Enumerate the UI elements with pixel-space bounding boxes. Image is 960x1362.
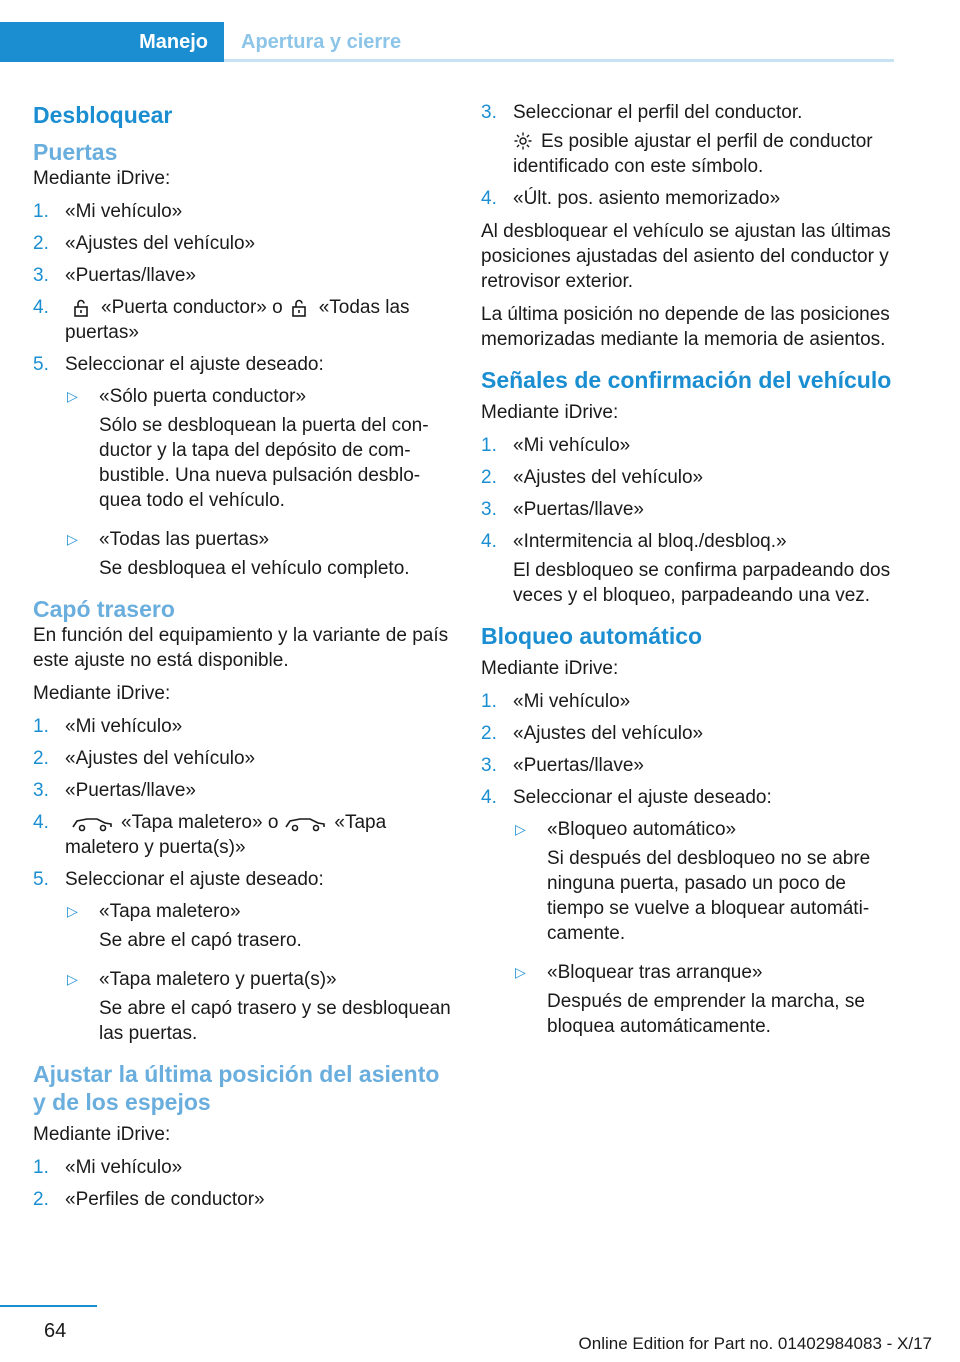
triangle-bullet-icon: ▷	[67, 388, 78, 404]
heading-bloqueo: Bloqueo automático	[481, 623, 703, 649]
ajustar-para-1: Al desbloquear el vehículo se ajustan las últimas posiciones ajustadas del asiento del conductor y retrovisor exterior.	[481, 221, 891, 292]
driver-profile-icon	[513, 131, 533, 151]
heading-ajustar: Ajustar la última posición del asiento y de los espejos	[33, 1061, 440, 1115]
heading-capo: Capó trasero	[33, 596, 175, 622]
list-item: 2. «Ajustes del vehículo»	[33, 233, 256, 254]
header-bar	[0, 22, 960, 62]
puertas-intro: Mediante iDrive:	[33, 168, 171, 189]
heading-desbloquear: Desbloquear	[33, 102, 173, 128]
list-item: 3. Seleccionar el perfil del conductor. Es posible ajustar el perfil de conductor identificado con este símbolo.	[481, 102, 873, 177]
list-item: 3. «Puertas/llave»	[33, 265, 196, 286]
list-item: 3. «Puertas/llave»	[481, 499, 644, 520]
triangle-bullet-icon: ▷	[67, 971, 78, 987]
option-item: ▷ «Sólo puerta conductor» Sólo se desbloquean la puerta del conductor y la tapa del depósito de combustible. Una nueva pulsación desbloquea todo el vehículo.	[67, 386, 429, 511]
puertas-steps	[33, 199, 453, 581]
option-item: ▷ «Tapa maletero y puerta(s)» Se abre el capó trasero y se desbloquean las puertas.	[67, 969, 451, 1044]
door-unlock-icon	[71, 299, 93, 317]
tab-apertura-label: Apertura y cierre	[241, 31, 402, 53]
list-item: 4. «Tapa maletero» o «Tapa maletero y puerta(s)»	[33, 812, 387, 858]
tab-manejo-label: Manejo	[139, 31, 208, 53]
heading-senales: Señales de confirmación del vehículo	[481, 367, 892, 393]
senales-intro: Mediante iDrive:	[481, 402, 619, 423]
option-item: ▷ «Todas las puertas» Se desbloquea el vehículo completo.	[67, 529, 410, 579]
puertas-options	[65, 384, 453, 581]
list-item: 1. «Mi vehículo»	[481, 435, 631, 456]
list-item: 1. «Mi vehículo»	[33, 1157, 183, 1178]
list-item: 1. «Mi vehículo»	[481, 691, 631, 712]
capo-steps	[33, 714, 453, 1046]
list-item: 3. «Puertas/llave»	[33, 780, 196, 801]
car-trunk-icon	[284, 814, 326, 832]
triangle-bullet-icon: ▷	[67, 903, 78, 919]
door-unlock-icon	[289, 299, 311, 317]
list-item: 2. «Ajustes del vehículo»	[481, 467, 704, 488]
list-item: 2. «Ajustes del vehículo»	[481, 723, 704, 744]
footer-rule	[0, 1305, 97, 1307]
ajustar-para-2: La última posición no depende de las posiciones memorizadas mediante la memoria de asientos.	[481, 304, 890, 350]
list-item: 3. «Puertas/llave»	[481, 755, 644, 776]
left-column	[33, 100, 453, 1220]
list-item: 1. «Mi vehículo»	[33, 716, 183, 737]
option-item: ▷ «Bloquear tras arranque» Después de emprender la marcha, se bloquea automáticamente.	[515, 962, 865, 1037]
capo-note: En función del equipamiento y la variante de país este ajuste no está disponible.	[33, 625, 449, 671]
triangle-bullet-icon: ▷	[515, 964, 526, 980]
list-item: 5. Seleccionar el ajuste deseado: ▷ «Tapa maletero» Se abre el capó trasero. ▷ «Tapa maletero y puerta(s)» Se abre el capó trasero y se desbloquean las puertas.	[33, 867, 453, 1046]
capo-options	[65, 899, 453, 1046]
senales-steps	[481, 433, 901, 608]
ajustar-steps-cont	[481, 100, 901, 211]
car-trunk-icon	[71, 814, 113, 832]
list-item: 5. Seleccionar el ajuste deseado: ▷ «Sólo puerta conductor» Sólo se desbloquean la puerta del conductor y la tapa del depósito de combustible. Una nueva pulsación desbloquea todo el vehículo. ▷ «Todas las puertas» Se desbloquea el vehículo completo.	[33, 352, 453, 581]
list-item: 4. «Intermitencia al bloq./desbloq.» El desbloqueo se confirma parpadeando dos veces y el bloqueo, parpadeando una vez.	[481, 531, 891, 606]
list-item: 4. «Puerta conductor» o «Todas las puertas»	[33, 297, 410, 343]
page-number: 64	[44, 1320, 67, 1342]
capo-intro: Mediante iDrive:	[33, 683, 171, 704]
list-item: 2. «Ajustes del vehículo»	[33, 748, 256, 769]
heading-puertas: Puertas	[33, 139, 118, 165]
tab-manejo[interactable]	[0, 22, 224, 62]
list-item: 2. «Perfiles de conductor»	[33, 1189, 265, 1210]
right-column	[481, 100, 901, 1053]
option-item: ▷ «Bloqueo automático» Si después del desbloqueo no se abre ninguna puerta, pasado un poco de tiempo se vuelve a bloquear automáticamente.	[515, 819, 871, 944]
bloqueo-intro: Mediante iDrive:	[481, 658, 619, 679]
list-item: 4. Seleccionar el ajuste deseado: ▷ «Bloqueo automático» Si después del desbloqueo no se abre ninguna puerta, pasado un poco de tiempo se vuelve a bloquear automáticamente. ▷ «Bloquear tras arranque» Después de emprender la marcha, se bloquea automáticamente.	[481, 785, 901, 1039]
list-item: 4. «Últ. pos. asiento memorizado»	[481, 188, 781, 209]
tab-apertura-y-cierre[interactable]	[224, 22, 894, 62]
ajustar-steps	[33, 1155, 453, 1212]
triangle-bullet-icon: ▷	[67, 531, 78, 547]
edition-text: Online Edition for Part no. 01402984083 - X/17	[578, 1334, 932, 1353]
ajustar-intro: Mediante iDrive:	[33, 1124, 171, 1145]
bloqueo-options	[513, 817, 901, 1039]
bloqueo-steps	[481, 689, 901, 1039]
option-item: ▷ «Tapa maletero» Se abre el capó trasero.	[67, 901, 302, 951]
list-item: 1. «Mi vehículo»	[33, 201, 183, 222]
triangle-bullet-icon: ▷	[515, 821, 526, 837]
